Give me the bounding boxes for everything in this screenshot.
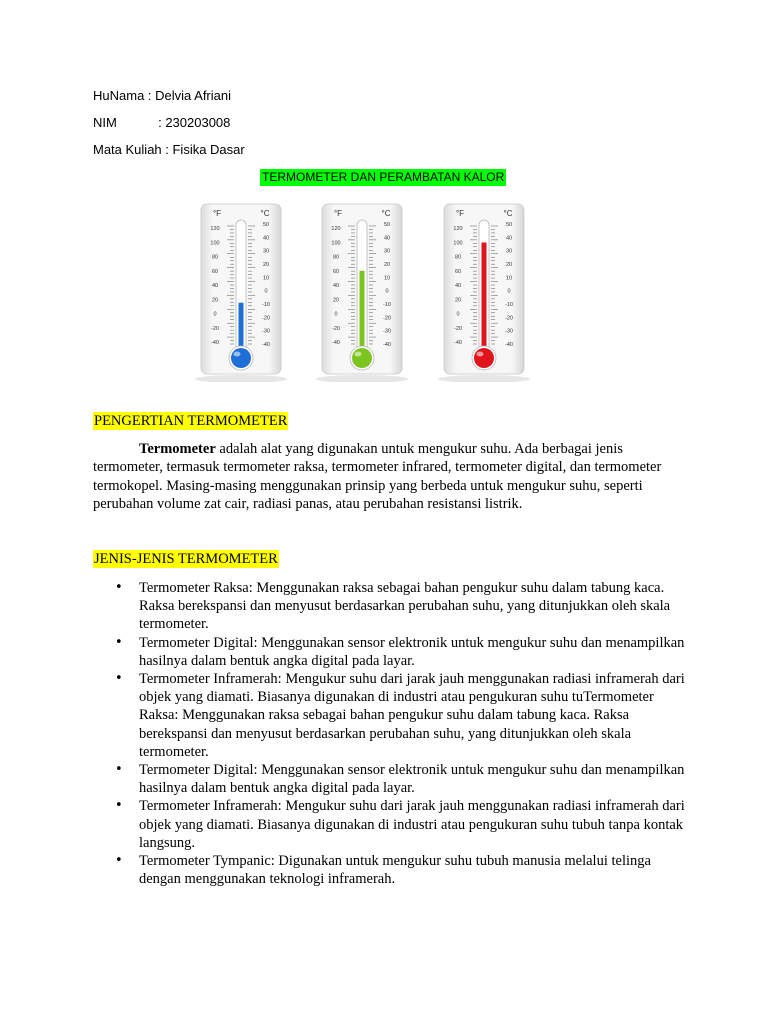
- tick-label-fahrenheit: 120: [453, 226, 463, 232]
- tick-label-fahrenheit: 60: [211, 268, 219, 275]
- tick-label-fahrenheit: -20: [454, 325, 462, 332]
- tick-label-celsius: 20: [262, 262, 270, 268]
- tick-label-celsius: -30: [505, 328, 513, 335]
- tick-label-celsius: -20: [383, 315, 391, 322]
- unit-fahrenheit: °F: [455, 209, 465, 218]
- list-item: • Termometer Tympanic: Digunakan untuk mengukur suhu tubuh manusia melalui telinga dengan menggunakan teknologi inframerah.: [93, 852, 685, 888]
- tick-label-celsius: 0: [507, 288, 511, 295]
- tick-label-celsius: 10: [262, 275, 270, 282]
- bulb-highlight: [234, 352, 241, 357]
- thermometer-illustration: [185, 200, 545, 382]
- tick-label-fahrenheit: -20: [332, 325, 340, 332]
- student-name: HuNama : Delvia Afriani: [93, 88, 231, 103]
- unit-fahrenheit: °F: [333, 209, 343, 218]
- unit-fahrenheit: °F: [212, 209, 222, 218]
- tick-label-celsius: 40: [262, 235, 270, 242]
- bulb-liquid: [474, 348, 494, 368]
- tick-label-fahrenheit: -40: [454, 340, 462, 346]
- card-shadow: [195, 375, 287, 382]
- bulb-liquid: [352, 348, 372, 368]
- tick-label-fahrenheit: 80: [332, 254, 340, 261]
- definition-body: adalah alat yang digunakan untuk mengukur suhu. Ada berbagai jenis termometer, termasuk termometer raksa, termometer infrared, termometer digital, dan termometer termokopel. Masing-masing menggunakan prinsip yang berbeda untuk mengukur suhu, seperti perubahan volume zat cair, radiasi panas, atau perubahan resistansi listrik.: [93, 441, 662, 513]
- card-shadow: [438, 375, 530, 382]
- student-id-row: [93, 115, 230, 130]
- tick-label-celsius: -30: [262, 328, 270, 335]
- thermometer-1: [195, 204, 287, 382]
- tick-label-celsius: -10: [383, 302, 391, 308]
- tick-label-celsius: -40: [383, 342, 391, 348]
- tick-label-celsius: -40: [505, 342, 513, 348]
- course-name: Mata Kuliah : Fisika Dasar: [93, 142, 245, 157]
- tick-label-celsius: 20: [383, 262, 391, 268]
- tick-label-fahrenheit: 40: [454, 283, 462, 289]
- tick-label-celsius: -30: [383, 328, 391, 335]
- tick-label-fahrenheit: -40: [332, 340, 340, 346]
- nim-label: NIM: [93, 115, 117, 130]
- tick-label-celsius: 10: [383, 275, 391, 282]
- tick-label-celsius: 50: [505, 222, 513, 228]
- tick-label-celsius: 20: [505, 262, 513, 268]
- list-item: • Termometer Digital: Menggunakan sensor elektronik untuk mengukur suhu dan menampilkan hasilnya dalam bentuk angka digital pada layar.: [93, 634, 685, 670]
- section-heading-definition: PENGERTIAN TERMOMETER: [94, 413, 288, 429]
- unit-celsius: °C: [381, 209, 391, 218]
- tick-label-fahrenheit: 40: [211, 283, 219, 289]
- tick-label-celsius: 30: [383, 248, 391, 255]
- thermometer-figure: [185, 200, 545, 382]
- tick-label-fahrenheit: 120: [210, 226, 220, 232]
- list-item: • Termometer Inframerah: Mengukur suhu dari jarak jauh menggunakan radiasi inframerah dari objek yang diamati. Biasanya digunakan di industri atau pengukuran suhu tuTermometer Raksa: Menggunakan raksa sebagai bahan pengukur suhu dalam tabung kaca. Raksa berekspansi dan menyusut berdasarkan perubahan suhu, yang ditunjukkan oleh skala termometer.: [93, 670, 685, 761]
- tick-label-celsius: 30: [505, 248, 513, 255]
- tick-label-fahrenheit: -40: [211, 340, 219, 346]
- tick-label-fahrenheit: 40: [332, 283, 340, 289]
- unit-celsius: °C: [503, 209, 513, 218]
- tick-label-fahrenheit: 20: [211, 297, 219, 304]
- liquid-column: [482, 243, 487, 358]
- section-heading-types: JENIS-JENIS TERMOMETER: [94, 551, 278, 567]
- tick-label-fahrenheit: 20: [454, 297, 462, 304]
- tick-label-fahrenheit: 60: [454, 268, 462, 275]
- list-item: • Termometer Raksa: Menggunakan raksa sebagai bahan pengukur suhu dalam tabung kaca. Raksa berekspansi dan menyusut berdasarkan perubahan suhu, yang ditunjukkan oleh skala termometer.: [93, 579, 685, 634]
- tick-label-celsius: -40: [262, 342, 270, 348]
- tick-label-fahrenheit: 0: [213, 311, 217, 318]
- list-item: • Termometer Digital: Menggunakan sensor elektronik untuk mengukur suhu dan menampilkan hasilnya dalam bentuk angka digital pada layar.: [93, 761, 685, 797]
- bulb-liquid: [231, 348, 251, 368]
- tick-label-celsius: 50: [383, 222, 391, 228]
- tick-label-celsius: -10: [262, 302, 270, 308]
- tick-label-celsius: -10: [505, 302, 513, 308]
- tick-label-fahrenheit: 100: [210, 240, 220, 247]
- tick-label-celsius: 10: [505, 275, 513, 282]
- tick-label-fahrenheit: 0: [456, 311, 460, 318]
- tick-label-fahrenheit: 20: [332, 297, 340, 304]
- tick-label-fahrenheit: -20: [211, 325, 219, 332]
- definition-paragraph: [93, 440, 683, 514]
- liquid-column: [360, 271, 365, 358]
- nim-value: : 230203008: [158, 115, 231, 130]
- definition-term: Termometer: [139, 441, 216, 457]
- tick-label-celsius: 40: [505, 235, 513, 242]
- tick-label-fahrenheit: 120: [331, 226, 341, 232]
- bulb-highlight: [355, 352, 362, 357]
- thermometer-2: [316, 204, 408, 382]
- tick-label-celsius: -20: [505, 315, 513, 322]
- tick-label-fahrenheit: 0: [334, 311, 338, 318]
- tick-label-fahrenheit: 100: [331, 240, 341, 247]
- unit-celsius: °C: [260, 209, 270, 218]
- document-title: TERMOMETER DAN PERAMBATAN KALOR: [262, 170, 505, 184]
- thermometer-3: [438, 204, 530, 382]
- thermometer-types-list: [93, 579, 685, 888]
- tick-label-celsius: 30: [262, 248, 270, 255]
- tick-label-fahrenheit: 80: [454, 254, 462, 261]
- tick-label-celsius: -20: [262, 315, 270, 322]
- tick-label-celsius: 0: [385, 288, 389, 295]
- bulb-highlight: [477, 352, 484, 357]
- tick-label-celsius: 40: [383, 235, 391, 242]
- tick-label-fahrenheit: 60: [332, 268, 340, 275]
- tick-label-fahrenheit: 80: [211, 254, 219, 261]
- tick-label-celsius: 50: [262, 222, 270, 228]
- card-shadow: [316, 375, 408, 382]
- tick-label-celsius: 0: [264, 288, 268, 295]
- list-item: • Termometer Inframerah: Mengukur suhu dari jarak jauh menggunakan radiasi inframerah dari objek yang diamati. Biasanya digunakan di industri atau pengukuran suhu tubuh tanpa kontak langsung.: [93, 797, 685, 852]
- tick-label-fahrenheit: 100: [453, 240, 463, 247]
